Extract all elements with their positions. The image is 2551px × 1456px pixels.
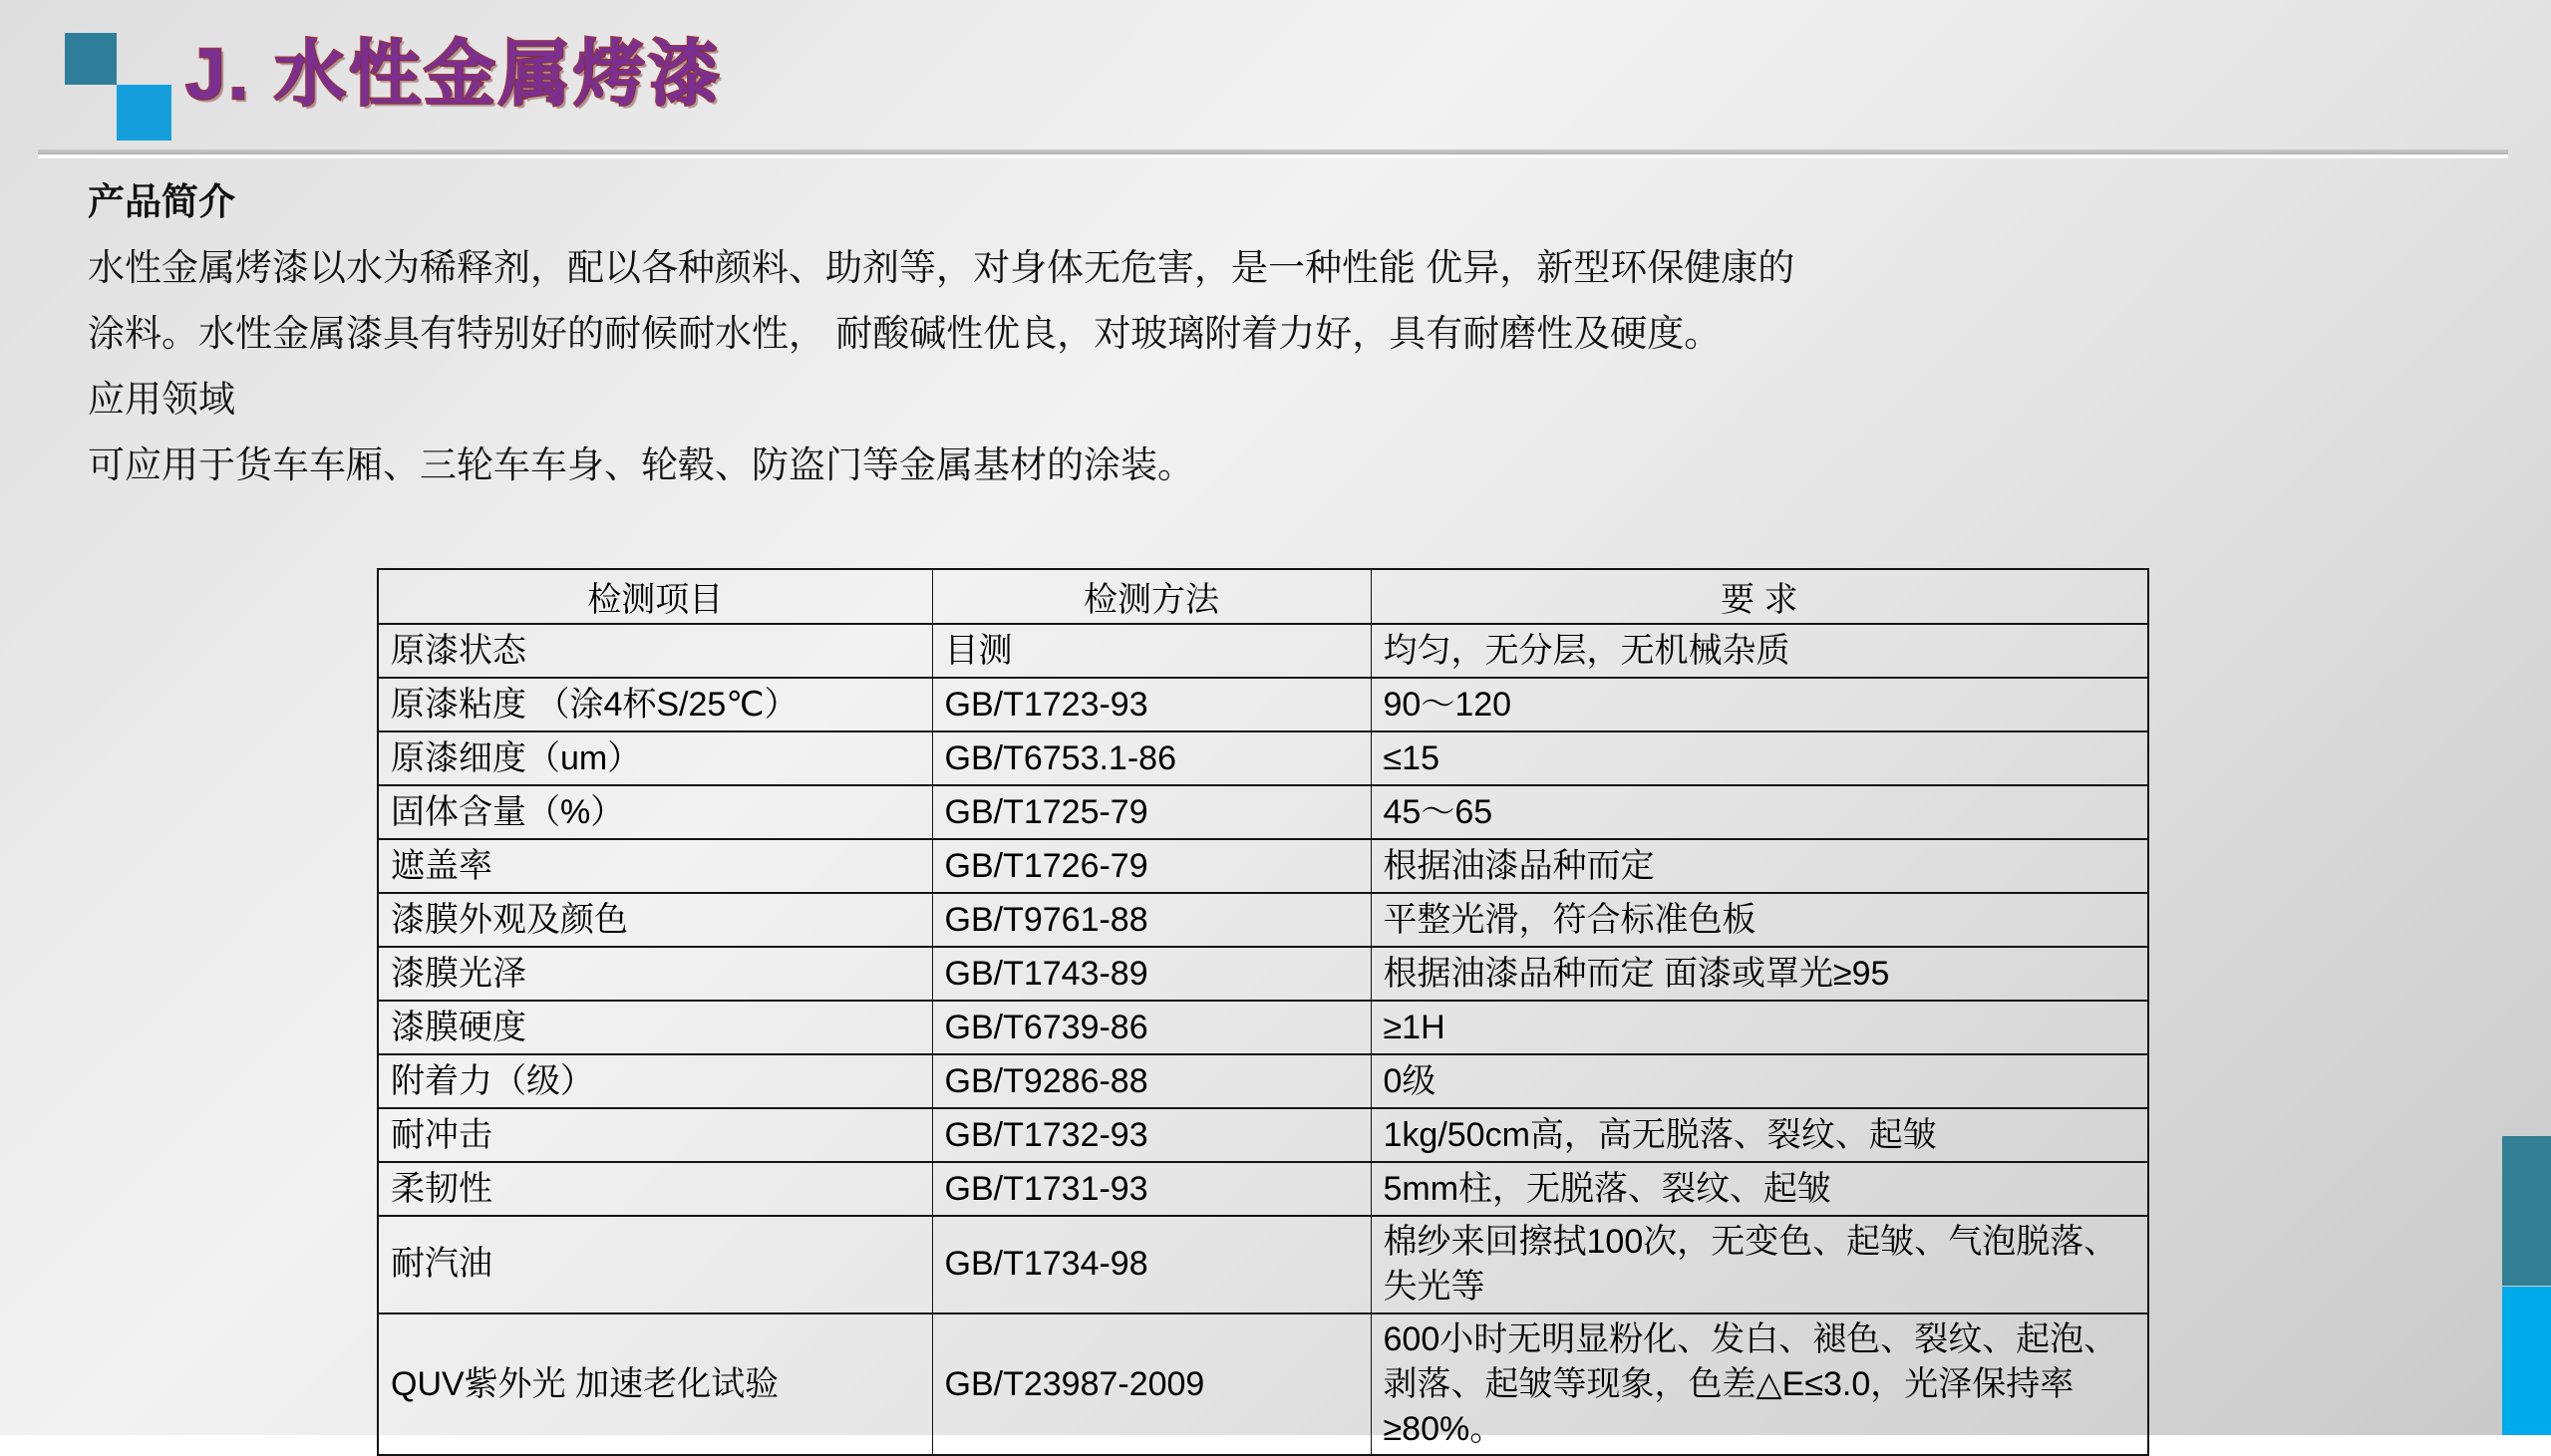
title-accent-square-teal bbox=[65, 33, 117, 85]
title-accent-square-blue bbox=[117, 85, 171, 141]
cell-test-item: 漆膜光泽 bbox=[378, 947, 932, 1001]
cell-test-item: 耐汽油 bbox=[378, 1216, 932, 1313]
cell-requirement: 根据油漆品种而定 面漆或罩光≥95 bbox=[1371, 947, 2148, 1001]
cell-requirement: 1kg/50cm高，高无脱落、裂纹、起皱 bbox=[1371, 1108, 2148, 1162]
cell-test-method: GB/T23987-2009 bbox=[932, 1313, 1371, 1456]
cell-test-item: 遮盖率 bbox=[378, 839, 932, 893]
cell-test-item: 原漆粘度 （涂4杯S/25℃） bbox=[378, 678, 932, 731]
cell-requirement: 90～120 bbox=[1371, 678, 2148, 731]
cell-test-item: 附着力（级） bbox=[378, 1054, 932, 1108]
intro-line-2: 涂料。水性金属漆具有特别好的耐候耐水性， 耐酸碱性优良，对玻璃附着力好，具有耐磨性及硬度。 bbox=[88, 313, 1722, 354]
header-test-method: 检测方法 bbox=[932, 569, 1371, 624]
table-row bbox=[378, 1001, 2148, 1054]
intro-heading: 产品简介 bbox=[88, 181, 235, 222]
cell-test-item: 柔韧性 bbox=[378, 1162, 932, 1216]
cell-test-method: GB/T1725-79 bbox=[932, 785, 1371, 839]
cell-requirement: 45～65 bbox=[1371, 785, 2148, 839]
table-row bbox=[378, 731, 2148, 785]
table-row bbox=[378, 1054, 2148, 1108]
cell-test-method: GB/T9761-88 bbox=[932, 893, 1371, 947]
cell-requirement: 0级 bbox=[1371, 1054, 2148, 1108]
title-divider-line bbox=[38, 149, 2508, 158]
edge-accent-square-teal bbox=[2502, 1136, 2551, 1286]
cell-test-method: GB/T9286-88 bbox=[932, 1054, 1371, 1108]
cell-requirement: ≥1H bbox=[1371, 1001, 2148, 1054]
table-row bbox=[378, 678, 2148, 731]
table-row bbox=[378, 1162, 2148, 1216]
cell-test-method: GB/T6739-86 bbox=[932, 1001, 1371, 1054]
cell-test-method: GB/T1743-89 bbox=[932, 947, 1371, 1001]
table-row bbox=[378, 785, 2148, 839]
cell-test-item: 漆膜外观及颜色 bbox=[378, 893, 932, 947]
table-row bbox=[378, 839, 2148, 893]
cell-requirement: 均匀，无分层，无机械杂质 bbox=[1371, 624, 2148, 678]
cell-test-method: 目测 bbox=[932, 624, 1371, 678]
cell-requirement: ≤15 bbox=[1371, 731, 2148, 785]
table-row bbox=[378, 1313, 2148, 1456]
cell-test-item: 原漆细度（um） bbox=[378, 731, 932, 785]
table-row bbox=[378, 893, 2148, 947]
cell-test-method: GB/T1734-98 bbox=[932, 1216, 1371, 1313]
cell-test-method: GB/T1726-79 bbox=[932, 839, 1371, 893]
intro-line-3: 应用领域 bbox=[88, 379, 235, 420]
table-row bbox=[378, 947, 2148, 1001]
header-requirement: 要 求 bbox=[1371, 569, 2148, 624]
intro-text-block bbox=[88, 169, 2480, 498]
cell-test-item: 原漆状态 bbox=[378, 624, 932, 678]
cell-test-method: GB/T1732-93 bbox=[932, 1108, 1371, 1162]
edge-accent-square-blue bbox=[2502, 1287, 2551, 1435]
cell-test-item: QUV紫外光 加速老化试验 bbox=[378, 1313, 932, 1456]
cell-test-item: 耐冲击 bbox=[378, 1108, 932, 1162]
page-title: J. 水性金属烤漆 bbox=[185, 35, 724, 115]
intro-line-1: 水性金属烤漆以水为稀释剂，配以各种颜料、助剂等，对身体无危害，是一种性能 优异，新型环保健康的 bbox=[88, 247, 1795, 288]
cell-requirement: 根据油漆品种而定 bbox=[1371, 839, 2148, 893]
cell-test-method: GB/T1723-93 bbox=[932, 678, 1371, 731]
cell-test-item: 漆膜硬度 bbox=[378, 1001, 932, 1054]
cell-test-method: GB/T1731-93 bbox=[932, 1162, 1371, 1216]
table-body bbox=[378, 624, 2148, 1455]
intro-line-4: 可应用于货车车厢、三轮车车身、轮毂、防盗门等金属基材的涂装。 bbox=[88, 444, 1194, 485]
table-header-row bbox=[378, 569, 2148, 624]
header-test-item: 检测项目 bbox=[378, 569, 932, 624]
cell-requirement: 5mm柱，无脱落、裂纹、起皱 bbox=[1371, 1162, 2148, 1216]
spec-table bbox=[377, 568, 2149, 1456]
table-row bbox=[378, 1216, 2148, 1313]
cell-requirement: 平整光滑，符合标准色板 bbox=[1371, 893, 2148, 947]
cell-test-item: 固体含量（%） bbox=[378, 785, 932, 839]
table-row bbox=[378, 1108, 2148, 1162]
cell-requirement: 棉纱来回擦拭100次，无变色、起皱、气泡脱落、失光等 bbox=[1371, 1216, 2148, 1313]
table-row bbox=[378, 624, 2148, 678]
cell-requirement: 600小时无明显粉化、发白、褪色、裂纹、起泡、剥落、起皱等现象，色差△E≤3.0，光泽保持率≥80%。 bbox=[1371, 1313, 2148, 1456]
cell-test-method: GB/T6753.1-86 bbox=[932, 731, 1371, 785]
